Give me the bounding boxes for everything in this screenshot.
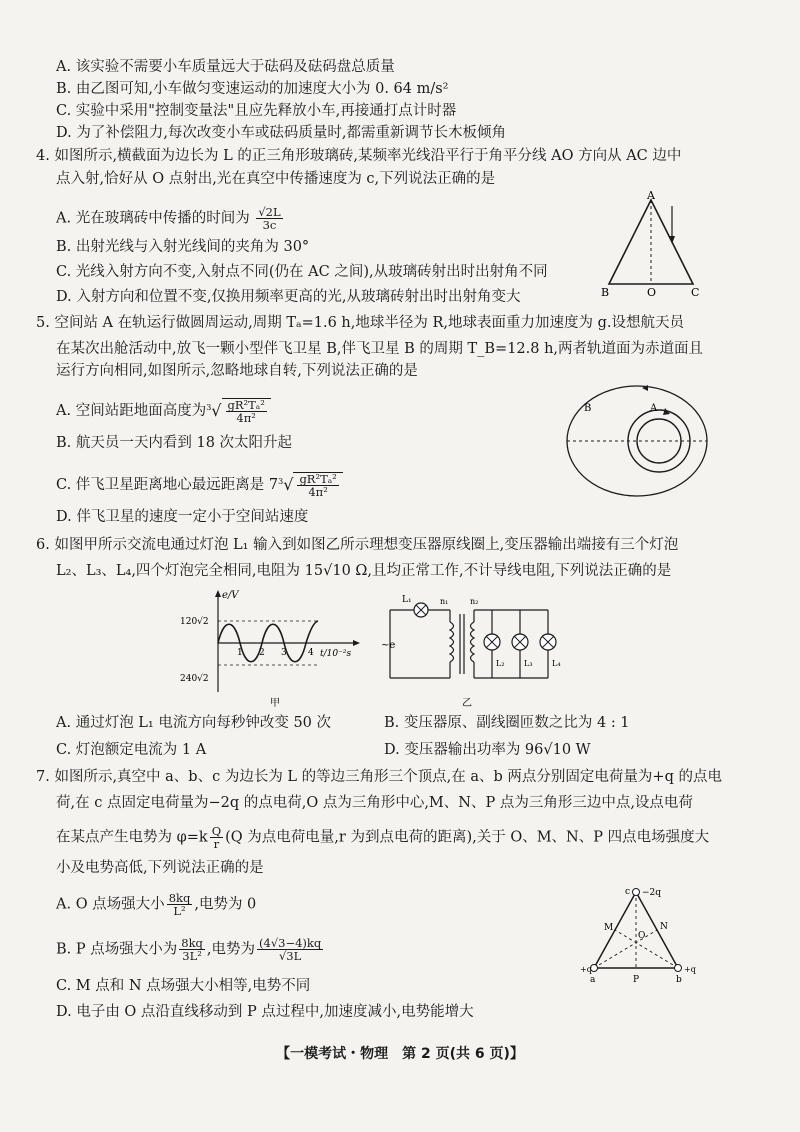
q6-option-c: C. 灯泡额定电流为 1 A (56, 742, 207, 758)
incident-ray-arrow-icon (669, 236, 675, 244)
x-tick-1: 1 (237, 648, 243, 658)
point-o-label: O (638, 931, 646, 941)
fraction-denominator: 4π² (236, 411, 256, 425)
vertex-a-label: A (647, 190, 655, 202)
q6-option-b: B. 变压器原、副线圈匝数之比为 4 : 1 (384, 715, 630, 731)
primary-coil (450, 622, 454, 662)
q5-option-a: A. 空间站距地面高度为$^3$√ $\frac{\text{gR²Tₐ²}}{\text{4π²}}$ (56, 398, 271, 424)
q7-line3-post: (Q 为点电荷电量,r 为到点电荷的距离),关于 O、M、N、P 四点电场强度大 (225, 829, 710, 846)
n1-label: n₁ (440, 597, 449, 606)
q7-stem-line2: 荷,在 c 点固定电荷量为−2q 的点电荷,O 点为三角形中心,M、N、P 点为三角形三边中点,设点电荷 (56, 795, 693, 811)
q4-option-b: B. 出射光线与入射光线间的夹角为 30° (56, 239, 310, 255)
q6-option-d: D. 变压器输出功率为 96√10 W (384, 742, 591, 758)
q7-option-b-mid: ,电势为 (206, 941, 256, 958)
fraction-numerator: gR²Tₐ² (299, 472, 337, 486)
n2-label: n₂ (470, 597, 479, 606)
q6-stem-line1: 6. 如图甲所示交流电通过灯泡 L₁ 输入到如图乙所示理想变压器原线圈上,变压器输出端接有三个灯泡 (36, 537, 679, 553)
vertex-a-label: a (590, 975, 596, 985)
q5-stem-line3: 运行方向相同,如图所示,忽略地球自转,下列说法正确的是 (56, 363, 418, 379)
q5-stem-line2: 在某次出舱活动中,放飞一颗小型伴飞卫星 B,伴飞卫星 B 的周期 T_B=12.8 h,两者轨道面为赤道面且 (56, 341, 704, 357)
point-n-label: N (660, 922, 668, 932)
q5-option-a-text: A. 空间站距地面高度为 (56, 403, 207, 419)
fraction-denominator: 3L² (182, 949, 202, 963)
fraction-numerator: 8kq (168, 891, 191, 905)
q7-option-d: D. 电子由 O 点沿直线移动到 P 点过程中,加速度减小,电势能增大 (56, 1004, 474, 1020)
q4-option-a-fraction (256, 206, 282, 231)
secondary-coil (471, 622, 475, 662)
station-a-label: A (650, 403, 658, 414)
q7-option-b-text: B. P 点场强大小为 (56, 941, 178, 958)
q7-triangle-charges-figure (580, 880, 710, 995)
fraction-numerator: (4√3−4)kq (259, 936, 322, 950)
q5-option-d: D. 伴飞卫星的速度一定小于空间站速度 (56, 509, 309, 525)
y-top-value: 120√2 (180, 617, 209, 627)
lamp-l4-label: L₄ (552, 659, 561, 668)
vertex-b-label: B (601, 286, 610, 299)
x-tick-2: 2 (259, 648, 265, 658)
q7-option-c: C. M 点和 N 点场强大小相等,电势不同 (56, 978, 311, 994)
sine-wave-curve (218, 621, 318, 662)
y-bottom-value: 240√2 (180, 674, 209, 684)
prev-option-d: D. 为了补偿阻力,每次改变小车或砝码质量时,都需重新调节长木板倾角 (56, 125, 507, 141)
q6-figure-jia (178, 588, 368, 710)
charge-a-value: +q (580, 965, 592, 974)
q7-stem-line3 (56, 825, 709, 850)
q7-option-a-text: A. O 点场强大小 (56, 896, 165, 913)
lamp-l2-label: L₂ (496, 659, 505, 668)
y-axis-label: e/V (222, 590, 239, 601)
charge-b-value: +q (684, 965, 696, 974)
fraction-numerator: 8kq (181, 936, 203, 950)
fraction-denominator: 3c (262, 218, 277, 232)
q4-triangle-figure (595, 190, 705, 300)
point-o-label: O (647, 286, 657, 299)
figure-caption-yi: 乙 (462, 698, 472, 709)
fraction-denominator: L² (173, 904, 186, 918)
vertex-c-label: C (691, 286, 700, 299)
lamp-l1-label: L₁ (402, 595, 412, 605)
vertex-b-label: b (676, 975, 682, 985)
fraction-denominator: r (213, 837, 220, 851)
median-a-n (594, 930, 657, 968)
fraction-numerator: Q (211, 824, 222, 838)
q7-option-a-post: ,电势为 0 (194, 896, 257, 913)
q4-option-a (56, 206, 285, 231)
fraction-numerator: gR²Tₐ² (227, 398, 265, 412)
q6-option-a: A. 通过灯泡 L₁ 电流方向每秒钟改变 50 次 (56, 715, 332, 731)
q4-option-c: C. 光线入射方向不变,入射点不同(仍在 AC 之间),从玻璃砖射出时出射角不同 (56, 264, 548, 280)
q5-option-b: B. 航天员一天内看到 18 次太阳升起 (56, 435, 293, 451)
fraction-denominator: √3L (278, 949, 302, 963)
charge-b-icon (675, 965, 682, 972)
lamp-l3-icon (512, 634, 528, 650)
q7-line3-pre: 在某点产生电势为 φ=k (56, 829, 208, 846)
point-p-label: P (633, 975, 640, 985)
q4-stem-line1: 4. 如图所示,横截面为边长为 L 的正三角形玻璃砖,某频率光线沿平行于角平分线 AO 方向从 AC 边中 (36, 148, 682, 164)
ac-source-label: ~e (381, 640, 396, 651)
lamp-l4-icon (540, 634, 556, 650)
q5-option-c-text: C. 伴飞卫星距离地心最远距离是 7 (56, 477, 279, 493)
q7-stem-line4: 小及电势高低,下列说法正确的是 (56, 860, 264, 876)
vertex-c-label: c (625, 887, 631, 897)
x-tick-4: 4 (308, 648, 314, 658)
prev-option-a: A. 该实验不需要小车质量远大于砝码及砝码盘总质量 (56, 59, 395, 75)
q6-stem-line2: L₂、L₃、L₄,四个灯泡完全相同,电阻为 15√10 Ω,且均正常工作,不计导线电阻,下列说法正确的是 (56, 563, 672, 579)
q7-stem-line1: 7. 如图所示,真空中 a、b、c 为边长为 L 的等边三角形三个顶点,在 a、b 两点分别固定电荷量为+q 的点电 (36, 769, 722, 785)
page-footer: 【一模考试・物理 第 2 页(共 6 页)】 (276, 1046, 524, 1062)
lamp-l3-label: L₃ (524, 659, 533, 668)
q5-option-c: C. 伴飞卫星距离地心最远距离是 $7^3√$ $\frac{\text{gR²Tₐ²}}{\text{4π²}}$ (56, 472, 343, 498)
charge-c-value: −2q (642, 888, 662, 898)
lamp-l2-icon (484, 634, 500, 650)
x-axis-label: t/10⁻²s (320, 649, 352, 659)
cube-root-expression (222, 398, 271, 424)
cube-root-expression (293, 472, 342, 498)
q7-option-a (56, 892, 256, 917)
prev-option-c: C. 实验中采用"控制变量法"且应先释放小车,再接通打点计时器 (56, 103, 457, 119)
point-m-label: M (604, 923, 614, 933)
q5-orbit-figure (562, 378, 712, 504)
q7-option-b (56, 937, 325, 962)
q4-stem-line2: 点入射,恰好从 O 点射出,光在真空中传播速度为 c,下列说法正确的是 (56, 171, 496, 187)
q4-option-a-text: A. 光在玻璃砖中传播的时间为 (56, 210, 250, 227)
prev-option-b: B. 由乙图可知,小车做匀变速运动的加速度大小为 0. 64 m/s² (56, 81, 449, 97)
figure-caption-jia: 甲 (270, 698, 280, 709)
fraction-denominator: 4π² (308, 485, 328, 499)
q5-stem-line1: 5. 空间站 A 在轨运行做圆周运动,周期 Tₐ=1.6 h,地球半径为 R,地球表面重力加速度为 g.设想航天员 (36, 315, 685, 331)
x-tick-3: 3 (281, 648, 287, 658)
y-axis-arrow-icon (215, 590, 221, 597)
fraction-numerator: √2L (258, 205, 281, 219)
charge-c-icon (633, 889, 640, 896)
q4-option-d: D. 入射方向和位置不变,仅换用频率更高的光,从玻璃砖射出时出射角变大 (56, 289, 521, 305)
x-axis-arrow-icon (353, 640, 360, 646)
satellite-b-label: B (584, 403, 592, 414)
q6-figure-yi (380, 588, 565, 710)
median-b-m (615, 930, 678, 968)
